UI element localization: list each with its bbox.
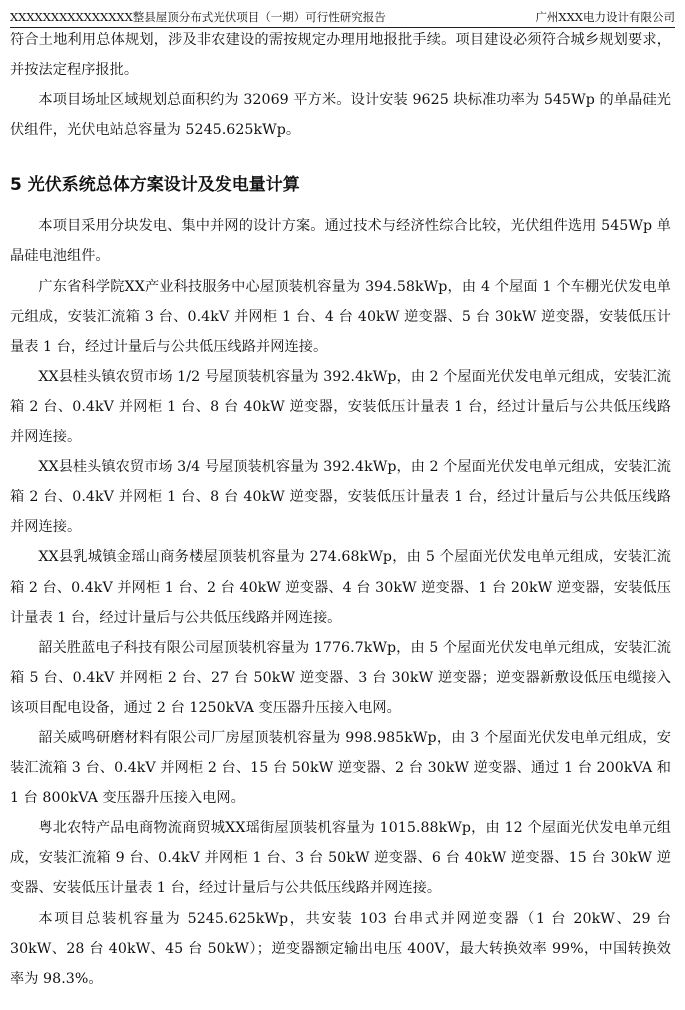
paragraph-total-capacity: 本项目总装机容量为 5245.625kWp，共安装 103 台串式并网逆变器（1 台 20kW、29 台 30kW、28 台 40kW、45 台 50kW）；逆变器额定输出电压 400V，最大转换效率 99%，中国转换效率为 98.3%。: [10, 910, 671, 987]
paragraph-site-science-academy: 广东省科学院XX产业科技服务中心屋顶装机容量为 394.58kWp，由 4 个屋面 1 个车棚光伏发电单元组成，安装汇流箱 3 台、0.4kV 并网柜 1 台、4 台 40kW 逆变器、5 台 30kW 逆变器，安装低压计量表 1 台，经过计量后与公共低压线路并网连接。: [10, 278, 671, 355]
page-header: [10, 8, 675, 26]
paragraph-site-shenglan: 韶关胜蓝电子科技有限公司屋顶装机容量为 1776.7kWp，由 5 个屋面光伏发电单元组成，安装汇流箱 5 台、0.4kV 并网柜 2 台、27 台 50kW 逆变器、3 台 30kW 逆变器；逆变器新敷设低压电缆接入该项目配电设备，通过 2 台 1250kVA 变压器升压接入电网。: [10, 639, 671, 716]
paragraph-site-market-1-2: XX县桂头镇农贸市场 1/2 号屋顶装机容量为 392.4kWp，由 2 个屋面光伏发电单元组成，安装汇流箱 2 台、0.4kV 并网柜 1 台、8 台 40kW 逆变器，安装低压计量表 1 台，经过计量后与公共低压线路并网连接。: [10, 368, 671, 446]
document-body: [10, 25, 671, 994]
paragraph-design-scheme: 本项目采用分块发电、集中并网的设计方案。通过技术与经济性综合比较，光伏组件选用 545Wp 单晶硅电池组件。: [10, 218, 671, 265]
paragraph-site-area: 本项目场址区域规划总面积约为 32069 平方米。设计安装 9625 块标准功率为 545Wp 的单晶硅光伏组件，光伏电站总容量为 5245.625kWp。: [10, 92, 671, 139]
paragraph-site-weiming: 韶关威鸣研磨材料有限公司厂房屋顶装机容量为 998.985kWp，由 3 个屋面光伏发电单元组成，安装汇流箱 3 台、0.4kV 并网柜 2 台、15 台 50kW 逆变器、2 台 30kW 逆变器、通过 1 台 200kVA 和 1 台 800kVA 变压器升压接入电网。: [10, 729, 671, 807]
paragraph-site-ecommerce-city: 粤北农特产品电商物流商贸城XX瑶街屋顶装机容量为 1015.88kWp，由 12 个屋面光伏发电单元组成，安装汇流箱 9 台、0.4kV 并网柜 1 台、3 台 50kW 逆变器、6 台 40kW 逆变器、15 台 30kW 逆变器、安装低压计量表 1 台，经过计量后与公共低压线路并网连接。: [10, 820, 671, 897]
section-heading: 5 光伏系统总体方案设计及发电量计算: [10, 175, 300, 196]
paragraph-land-use-continued: 符合土地利用总体规划，涉及非农建设的需按规定办理用地报批手续。项目建设必须符合城乡规划要求，并按法定程序报批。: [10, 32, 671, 79]
paragraph-site-jinyaoshan: XX县乳城镇金瑶山商务楼屋顶装机容量为 274.68kWp，由 5 个屋面光伏发电单元组成，安装汇流箱 2 台、0.4kV 并网柜 1 台、2 台 40kW 逆变器、4 台 30kW 逆变器、1 台 20kW 逆变器，安装低压计量表 1 台，经过计量后与公共低压线路并网连接。: [10, 549, 671, 626]
paragraph-site-market-3-4: XX县桂头镇农贸市场 3/4 号屋顶装机容量为 392.4kWp，由 2 个屋面光伏发电单元组成，安装汇流箱 2 台、0.4kV 并网柜 1 台、8 台 40kW 逆变器，安装低压计量表 1 台，经过计量后与公共低压线路并网连接。: [10, 459, 671, 536]
section-spacer: [10, 197, 671, 211]
header-company-name: 广州XXX电力设计有限公司: [535, 10, 675, 24]
header-report-title: XXXXXXXXXXXXXXX整县屋顶分布式光伏项目（一期）可行性研究报告: [10, 10, 386, 24]
